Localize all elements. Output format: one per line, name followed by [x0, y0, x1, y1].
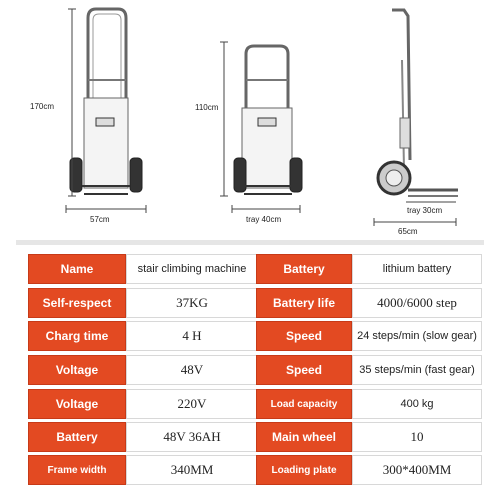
spec-value: 48V	[126, 355, 258, 385]
spec-label: Speed	[256, 355, 352, 385]
side-view-drawing	[374, 10, 458, 226]
spec-row	[20, 355, 482, 385]
spec-value: 340MM	[126, 455, 258, 485]
spec-row	[20, 288, 482, 318]
spec-label: Load capacity	[256, 389, 352, 419]
spec-label: Name	[28, 254, 126, 284]
spec-row	[20, 455, 482, 485]
spec-label: Battery	[28, 422, 126, 452]
section-divider	[16, 240, 484, 245]
spec-row	[20, 254, 482, 284]
product-diagram	[0, 0, 500, 240]
spec-label: Main wheel	[256, 422, 352, 452]
spec-label: Voltage	[28, 389, 126, 419]
spec-value: stair climbing machine	[126, 254, 258, 284]
spec-value: 4 H	[126, 321, 258, 351]
spec-value: 10	[352, 422, 482, 452]
spec-value: 24 steps/min (slow gear)	[352, 321, 482, 351]
spec-row	[20, 321, 482, 351]
short-trolley-drawing	[220, 42, 302, 213]
dim-height-full: 170cm	[30, 102, 55, 111]
spec-label: Voltage	[28, 355, 126, 385]
spec-label: Loading plate	[256, 455, 352, 485]
spec-label: Speed	[256, 321, 352, 351]
spec-value: 35 steps/min (fast gear)	[352, 355, 482, 385]
dim-height-small: 110cm	[195, 103, 219, 112]
spec-label: Charg time	[28, 321, 126, 351]
spec-label: Self-respect	[28, 288, 126, 318]
spec-label: Battery	[256, 254, 352, 284]
spec-value: 37KG	[126, 288, 258, 318]
spec-value: 4000/6000 step	[352, 288, 482, 318]
dim-depth: 65cm	[398, 227, 418, 236]
spec-row	[20, 422, 482, 452]
spec-value: 220V	[126, 389, 258, 419]
spec-row	[20, 389, 482, 419]
spec-value: 48V 36AH	[126, 422, 258, 452]
spec-label: Frame width	[28, 455, 126, 485]
spec-label: Battery life	[256, 288, 352, 318]
spec-value: lithium battery	[352, 254, 482, 284]
spec-value: 400 kg	[352, 389, 482, 419]
tall-trolley-drawing	[66, 9, 146, 213]
dim-width-full: 57cm	[90, 215, 110, 224]
dim-tray-depth: tray 30cm	[407, 206, 443, 215]
spec-value: 300*400MM	[352, 455, 482, 485]
dim-tray-width: tray 40cm	[246, 215, 282, 224]
